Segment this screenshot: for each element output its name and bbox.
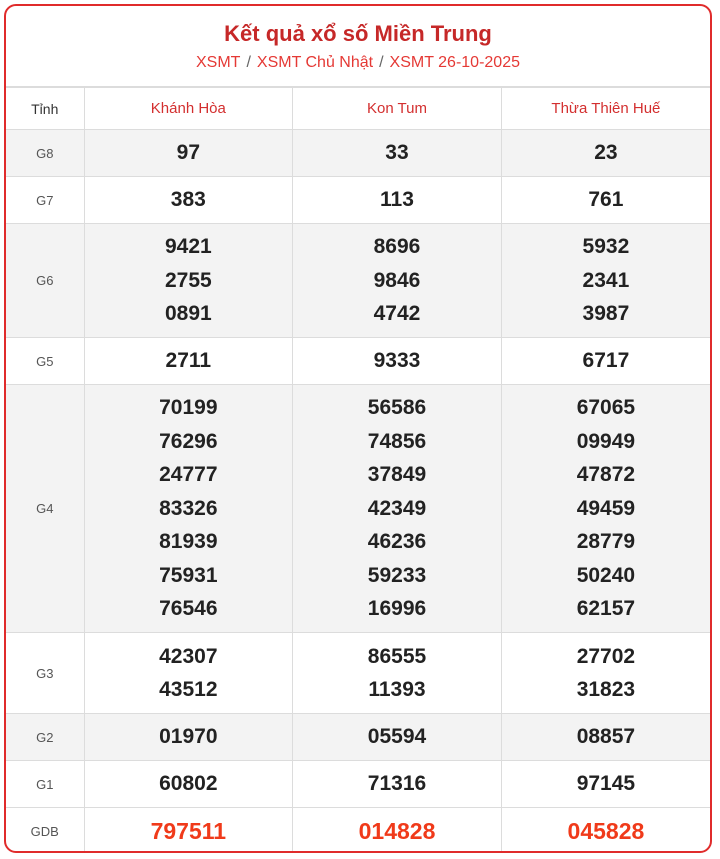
prize-cell — [84, 633, 293, 714]
prize-number: 23 — [594, 141, 618, 165]
prize-number: 9846 — [373, 268, 421, 292]
table-header-row — [6, 88, 710, 130]
prize-row-g6 — [6, 224, 710, 338]
prize-cell — [293, 808, 502, 854]
prize-number: 113 — [380, 188, 414, 212]
prize-row-g5 — [6, 338, 710, 385]
prize-number: 01970 — [159, 725, 218, 749]
prize-label: G2 — [6, 714, 84, 761]
breadcrumb-xsmt-date[interactable]: XSMT 26-10-2025 — [389, 54, 520, 71]
prize-number: 4742 — [373, 302, 421, 326]
prize-number: 08857 — [576, 725, 636, 749]
prize-label: G5 — [6, 338, 84, 385]
prize-number: 76296 — [159, 429, 218, 453]
province-kon-tum[interactable]: Kon Tum — [293, 88, 502, 130]
prize-number: 43512 — [159, 678, 218, 701]
prize-label: G6 — [6, 224, 84, 338]
prize-number: 2341 — [582, 268, 630, 292]
breadcrumb-separator: / — [379, 54, 384, 71]
prize-number: 24777 — [159, 463, 218, 487]
prize-row-g1 — [6, 761, 710, 808]
prize-number: 46236 — [367, 530, 427, 554]
results-card — [4, 4, 712, 853]
prize-cell — [501, 808, 710, 854]
breadcrumb-separator: / — [246, 54, 251, 71]
results-table — [6, 87, 710, 853]
prize-number: 37849 — [367, 463, 427, 487]
prize-number: 31823 — [576, 678, 636, 701]
prize-number: 56586 — [367, 396, 427, 420]
prize-number: 797511 — [150, 817, 227, 844]
prize-number: 09949 — [576, 429, 636, 453]
prize-cell — [501, 633, 710, 714]
results-header — [6, 6, 710, 87]
prize-number: 97 — [176, 141, 200, 165]
prize-cell — [84, 224, 293, 338]
prize-label: GDB — [6, 808, 84, 854]
prize-cell — [84, 808, 293, 854]
prize-number: 83326 — [159, 496, 218, 520]
prize-row-gdb — [6, 808, 710, 854]
prize-number: 28779 — [576, 530, 636, 554]
prize-cell — [84, 177, 293, 224]
prize-number: 86555 — [367, 644, 427, 668]
prize-number: 16996 — [367, 597, 427, 621]
prize-number: 67065 — [576, 396, 636, 420]
prize-number: 97145 — [576, 772, 636, 796]
prize-number: 74856 — [367, 429, 427, 453]
prize-number: 05594 — [367, 725, 427, 749]
prize-number: 75931 — [159, 563, 218, 587]
prize-number: 59233 — [367, 563, 427, 587]
prize-number: 8696 — [373, 235, 421, 259]
prize-number: 2755 — [164, 268, 212, 292]
prize-row-g3 — [6, 633, 710, 714]
prize-number: 045828 — [567, 817, 645, 844]
prize-number: 50240 — [576, 563, 636, 587]
province-khanh-hoa[interactable]: Khánh Hòa — [84, 88, 293, 130]
prize-number: 2711 — [165, 349, 212, 373]
prize-number: 49459 — [576, 496, 636, 520]
page-title: Kết quả xổ số Miền Trung — [224, 21, 492, 46]
prize-number: 6717 — [582, 349, 630, 373]
prize-number: 71316 — [367, 772, 427, 796]
prize-number: 9333 — [373, 349, 421, 373]
prize-cell — [501, 714, 710, 761]
prize-cell — [293, 130, 502, 177]
prize-label: G7 — [6, 177, 84, 224]
breadcrumb-xsmt[interactable]: XSMT — [195, 54, 241, 71]
prize-cell — [501, 177, 710, 224]
prize-cell — [501, 130, 710, 177]
prize-cell — [293, 177, 502, 224]
prize-cell — [501, 338, 710, 385]
prize-number: 9421 — [164, 235, 212, 259]
province-thua-thien-hue[interactable]: Thừa Thiên Huế — [501, 88, 710, 130]
prize-row-g8 — [6, 130, 710, 177]
prize-number: 70199 — [159, 396, 218, 420]
prize-cell — [293, 385, 502, 633]
prize-cell — [293, 761, 502, 808]
prize-number: 81939 — [159, 530, 218, 554]
prize-cell — [501, 385, 710, 633]
prize-cell — [84, 130, 293, 177]
prize-label: G4 — [6, 385, 84, 633]
prize-cell — [84, 761, 293, 808]
prize-number: 383 — [170, 188, 206, 212]
prize-number: 76546 — [159, 597, 218, 621]
prize-number: 014828 — [358, 817, 436, 844]
prize-row-g7 — [6, 177, 710, 224]
prize-number: 42349 — [367, 496, 427, 520]
prize-cell — [84, 385, 293, 633]
prize-number: 60802 — [159, 772, 218, 796]
prize-cell — [501, 761, 710, 808]
prize-cell — [293, 633, 502, 714]
prize-row-g2 — [6, 714, 710, 761]
breadcrumb — [6, 53, 710, 73]
prize-cell — [293, 224, 502, 338]
prize-cell — [293, 338, 502, 385]
prize-number: 42307 — [159, 644, 218, 668]
prize-number: 5932 — [582, 235, 630, 259]
prize-cell — [84, 338, 293, 385]
prize-number: 761 — [588, 188, 624, 212]
prize-cell — [501, 224, 710, 338]
prize-row-g4 — [6, 385, 710, 633]
prize-number: 47872 — [576, 463, 636, 487]
prize-number: 3987 — [582, 302, 630, 326]
prize-cell — [293, 714, 502, 761]
prize-cell — [84, 714, 293, 761]
prize-number: 27702 — [576, 644, 636, 668]
prize-number: 0891 — [164, 302, 212, 326]
breadcrumb-xsmt-sunday[interactable]: XSMT Chủ Nhật — [256, 54, 374, 71]
province-column-header: Tỉnh — [6, 88, 84, 130]
prize-number: 62157 — [576, 597, 636, 621]
prize-number: 33 — [385, 141, 409, 165]
prize-label: G8 — [6, 130, 84, 177]
prize-label: G1 — [6, 761, 84, 808]
prize-label: G3 — [6, 633, 84, 714]
prize-number: 11393 — [368, 678, 426, 701]
